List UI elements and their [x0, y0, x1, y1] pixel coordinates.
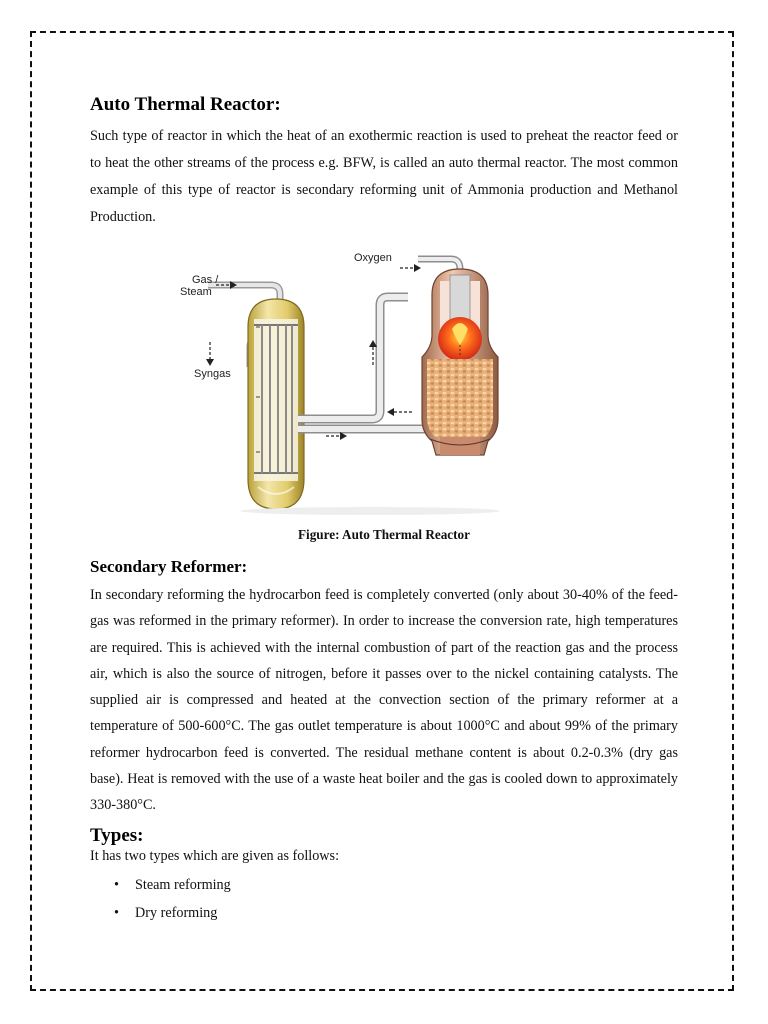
figure-caption: Figure: Auto Thermal Reactor: [297, 527, 471, 542]
auto-thermal-reactor-vessel: [422, 269, 498, 455]
section-auto-thermal-reactor: [90, 93, 678, 519]
heading-secondary-reformer: Secondary Reformer:: [90, 557, 248, 576]
reactor-diagram: [90, 247, 678, 519]
section-secondary-reformer: [90, 556, 678, 927]
figure-auto-thermal-reactor: [90, 247, 678, 519]
heading-types: Types:: [90, 824, 144, 846]
paragraph-auto-thermal-reactor: Such type of reactor in which the heat of an exothermic reaction is used to preheat the reactor feed or to heat the other streams of the process e.g. BFW, is called an auto thermal reactor. The most common example of this type of reactor is secondary reforming unit of Ammonia production and Methanol Production.: [90, 128, 678, 225]
label-oxygen: Oxygen: [354, 252, 392, 264]
types-list: [90, 871, 678, 927]
paragraph-secondary-reformer: In secondary reforming the hydrocarbon feed is completely converted (only about 30-40% of the feed-gas was reformed in the primary reformer). In order to increase the conversion rate, high temperatures are required. This is achieved with the internal combustion of part of the reaction gas and the process air, which is also the source of nitrogen, before it passes over to the nickel containing catalysts. The supplied air is compressed and heated at the convection section of the primary reformer at a temperature of 500-600°C. The gas outlet temperature is about 1000°C and about 99% of the primary reformer hydrocarbon feed is converted. The residual methane content is about 0.2-0.3% (dry gas base). Heat is removed with the use of a waste heat boiler and the gas is cooled down to approximately 330-380°C.: [90, 587, 678, 814]
label-gas-line1: Gas /: [192, 274, 219, 286]
types-intro: It has two types which are given as follows:: [90, 847, 340, 864]
heat-exchanger-vessel: [248, 299, 304, 509]
label-syngas: Syngas: [194, 368, 231, 380]
list-item-dry-reforming: • Dry reforming: [114, 899, 678, 927]
label-steam-line2: Steam: [180, 286, 212, 298]
list-item-steam-reforming: • Steam reforming: [114, 871, 678, 899]
heading-auto-thermal-reactor: Auto Thermal Reactor:: [90, 94, 281, 115]
